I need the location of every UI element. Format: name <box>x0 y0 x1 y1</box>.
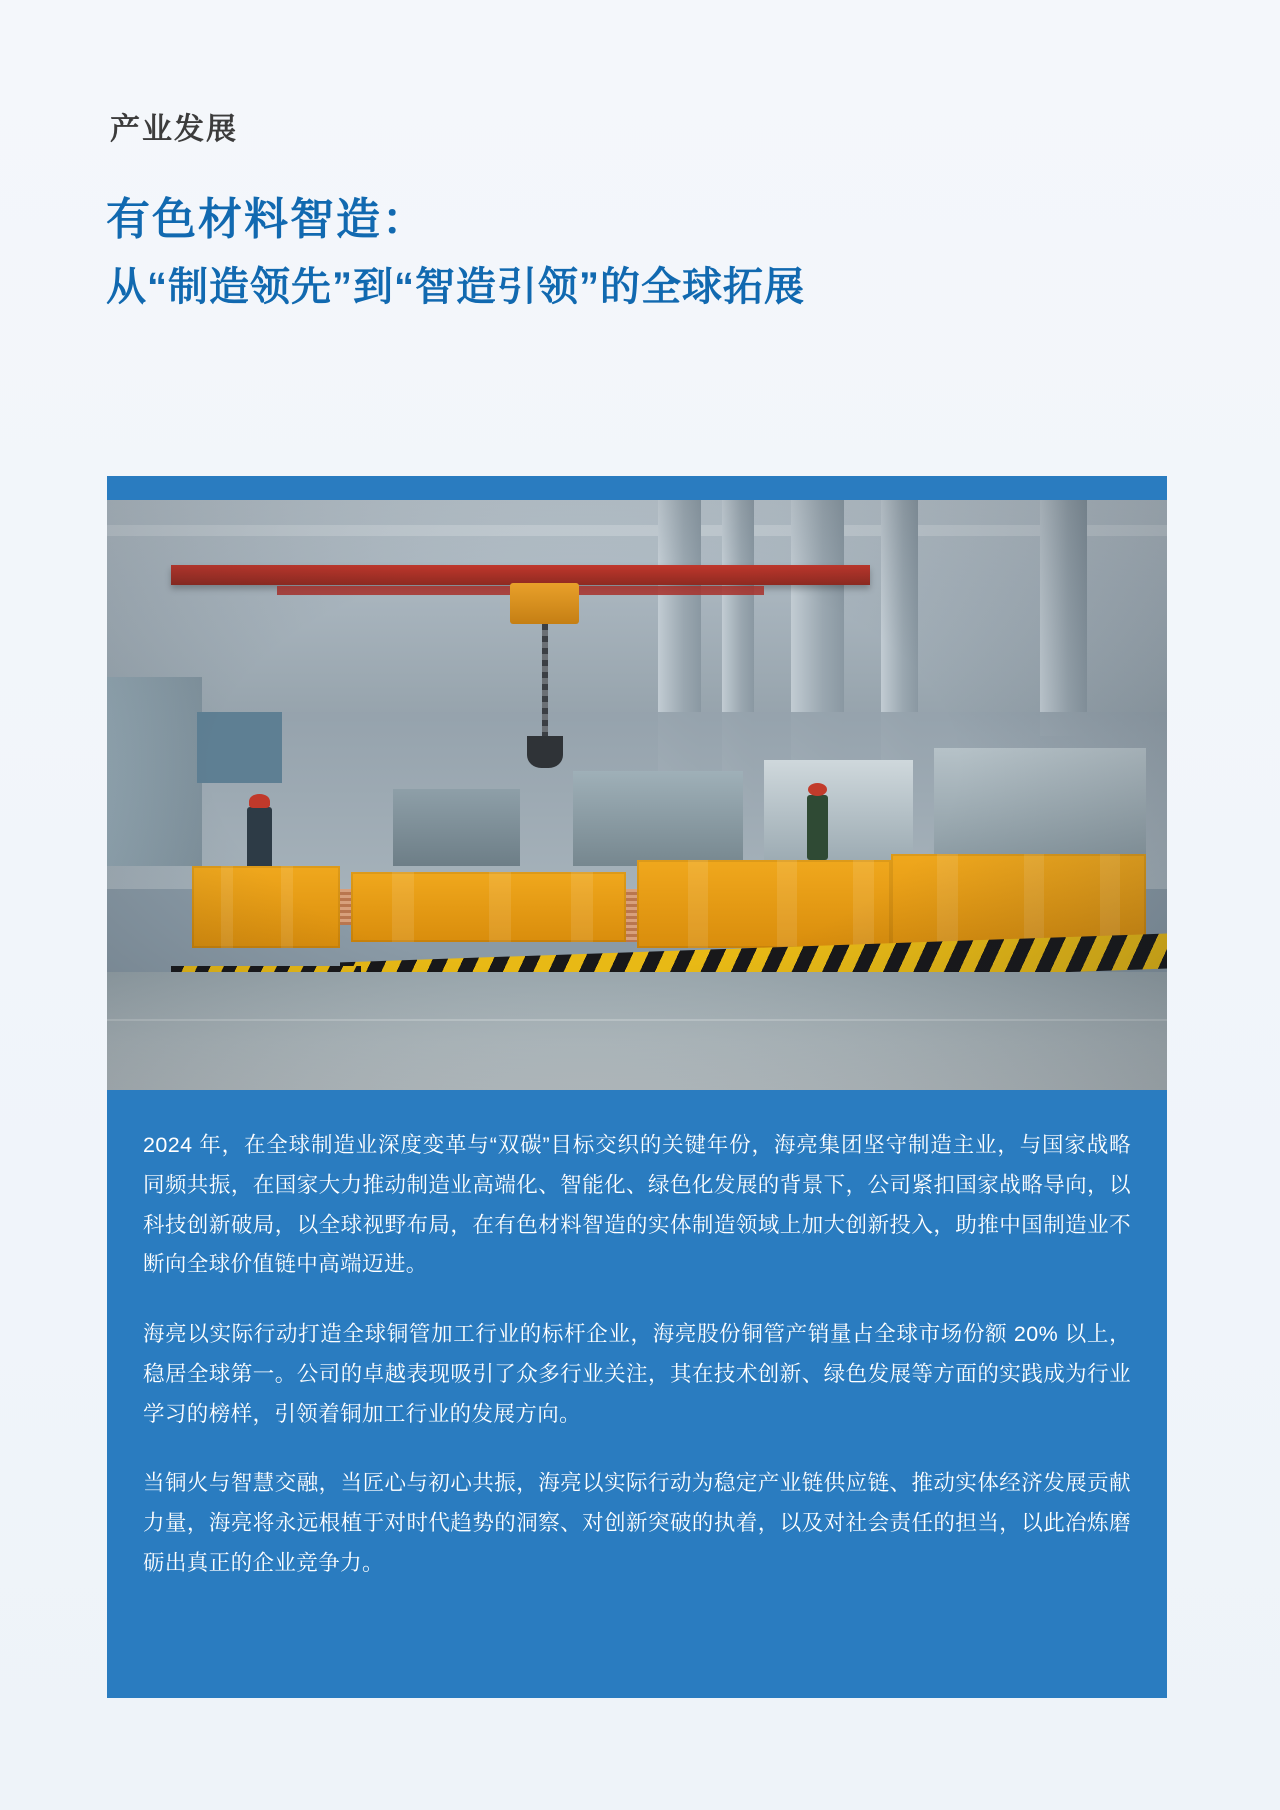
page-title-line-1: 有色材料智造： <box>106 195 428 244</box>
feature-card <box>107 476 1167 1698</box>
photo-vignette <box>107 500 1167 1090</box>
paragraph-3: 当铜火与智慧交融，当匠心与初心共振，海亮以实际行动为稳定产业链供应链、推动实体经济发展贡献力量，海亮将永远根植于对时代趋势的洞察、对创新突破的执着，以及对社会责任的担当，以此冶炼磨砺出真正的企业竞争力。 <box>143 1471 1131 1575</box>
page-title <box>106 190 1106 315</box>
page-title-line-2: 从“制造领先”到“智造引领”的全球拓展 <box>106 265 805 310</box>
paragraph-2: 海亮以实际行动打造全球铜管加工行业的标杆企业，海亮股份铜管产销量占全球市场份额 20% 以上，稳居全球第一。公司的卓越表现吸引了众多行业关注，其在技术创新、绿色发展等方面的实践成为行业学习的榜样，引领着铜加工行业的发展方向。 <box>143 1322 1131 1426</box>
photo-illustration <box>107 500 1167 1090</box>
paragraph-1: 2024 年，在全球制造业深度变革与“双碳”目标交织的关键年份，海亮集团坚守制造主业，与国家战略同频共振，在国家大力推动制造业高端化、智能化、绿色化发展的背景下，公司紧扣国家战略导向，以科技创新破局，以全球视野布局，在有色材料智造的实体制造领域上加大创新投入，助推中国制造业不断向全球价值链中高端迈进。 <box>143 1133 1131 1277</box>
section-kicker: 产业发展 <box>110 113 238 146</box>
factory-photo <box>107 500 1167 1090</box>
article-body <box>143 1126 1131 1584</box>
